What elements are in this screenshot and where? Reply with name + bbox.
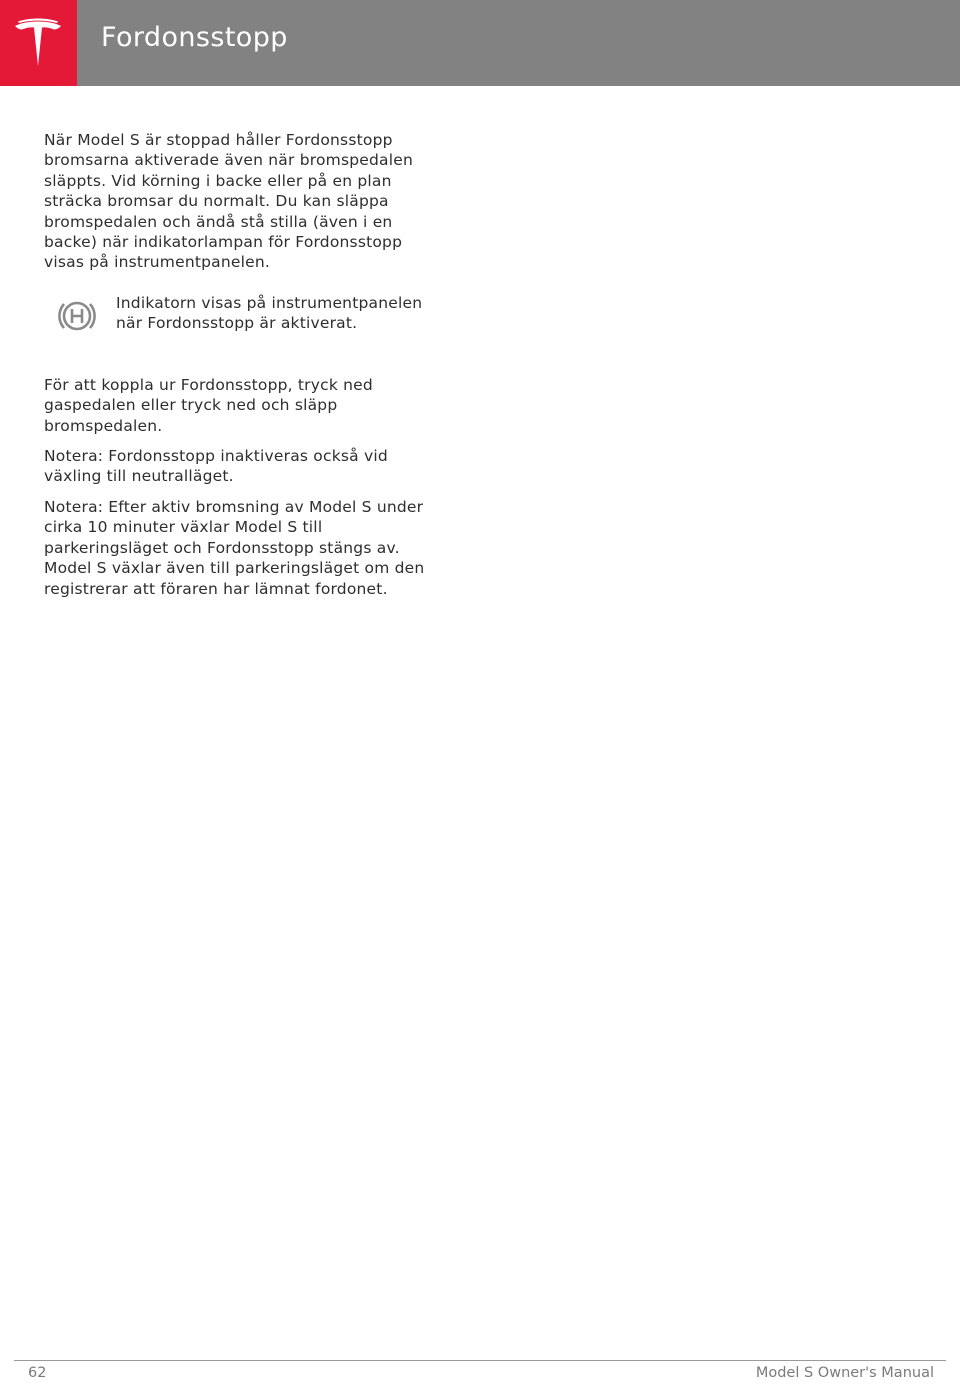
manual-title: Model S Owner's Manual bbox=[755, 1365, 934, 1381]
page-header bbox=[0, 0, 960, 86]
tesla-logo bbox=[0, 0, 77, 86]
note-park: Notera: Efter aktiv bromsning av Model S under cirka 10 minuter växlar Model S till parkeringsläget och Fordonsstopp stängs av. Model S växlar även till parkeringsläget om den registrerar att föraren har lämnat fordonet. bbox=[44, 497, 425, 598]
note-neutral: Notera: Fordonsstopp inaktiveras också vid växling till neutralläget. bbox=[44, 447, 388, 486]
indicator-block bbox=[44, 293, 444, 354]
tesla-logo-icon bbox=[12, 17, 64, 69]
disengage-paragraph: För att koppla ur Fordonsstopp, tryck ned gaspedalen eller tryck ned och släpp bromspedalen. bbox=[44, 375, 373, 435]
indicator-description: Indikatorn visas på instrumentpanelen när Fordonsstopp är aktiverat. bbox=[116, 293, 423, 333]
main-content bbox=[44, 130, 444, 609]
page-number: 62 bbox=[28, 1365, 47, 1381]
vehicle-hold-indicator-icon bbox=[56, 295, 98, 337]
page-title: Fordonsstopp bbox=[101, 22, 288, 53]
footer-divider bbox=[14, 1360, 946, 1361]
intro-paragraph: När Model S är stoppad håller Fordonsstopp bromsarna aktiverade även när bromspedalen släppts. Vid körning i backe eller på en plan sträcka bromsar du normalt. Du kan släppa bromspedalen och ändå stå stilla (även i en backe) när indikatorlampan för Fordonsstopp visas på instrumentpanelen. bbox=[44, 131, 414, 272]
